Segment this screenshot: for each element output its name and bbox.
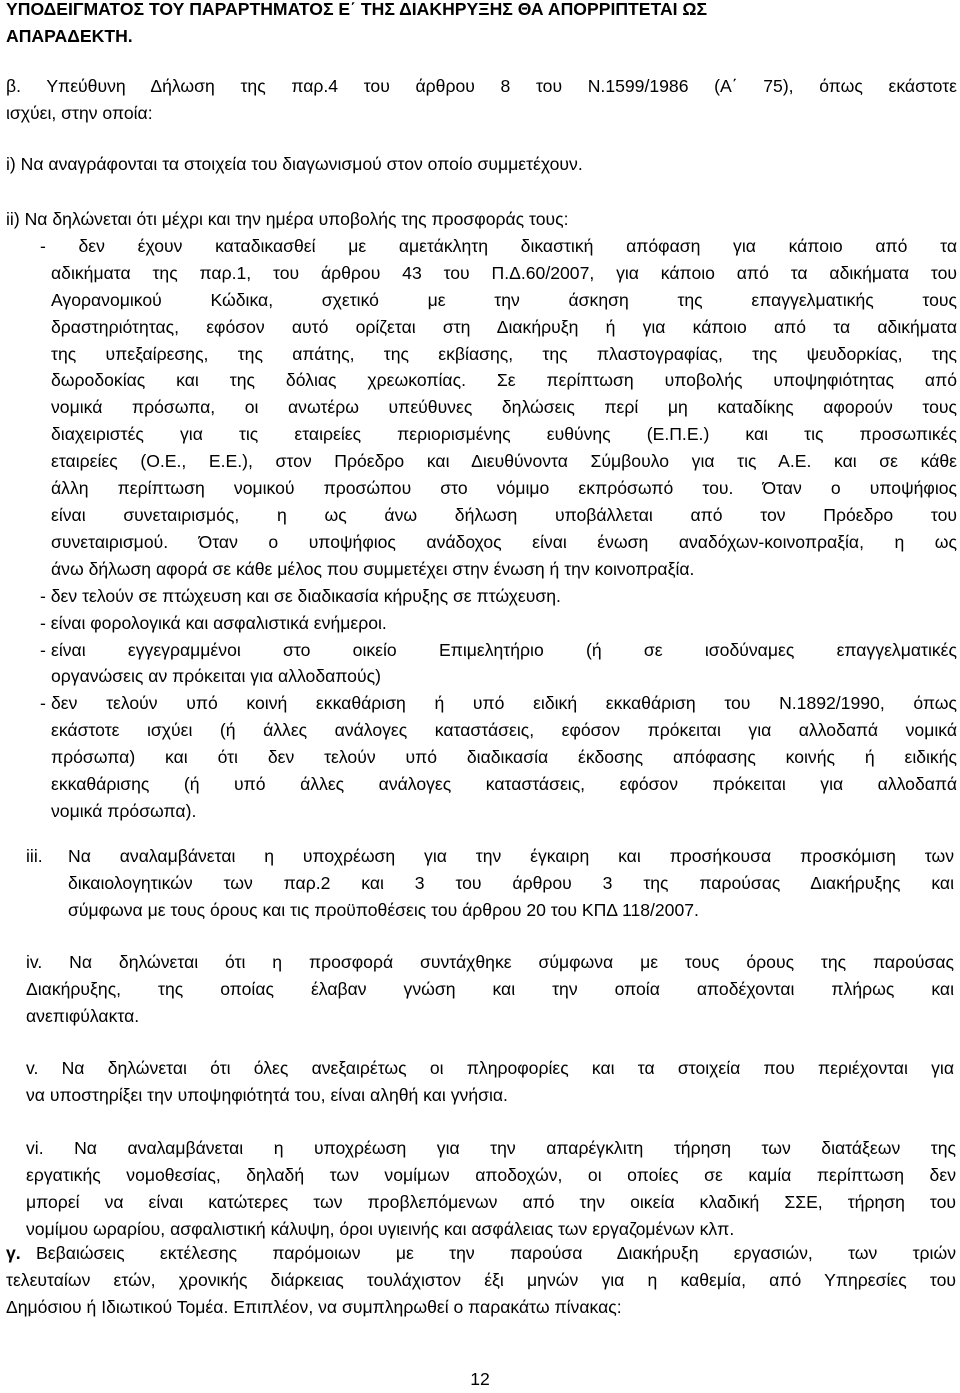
text-line: νομίμου ωραρίου, ασφαλιστική κάλυψη, όροι υγιεινής και ασφάλειας των εργαζομένων κλπ. xyxy=(26,1218,735,1239)
item-iii xyxy=(26,843,954,924)
text-line: Βεβαιώσεις εκτέλεσης παρόμοιων με την παρούσα Διακήρυξη εργασιών, των τριών xyxy=(36,1243,956,1263)
item-ii xyxy=(6,206,957,825)
item-i xyxy=(6,151,950,178)
heading-line-2: ΑΠΑΡΑΔΕΚΤΗ. xyxy=(6,25,133,46)
text-line: είναι συνεταιρισμός, η ως άνω δήλωση υποβάλλεται από τον Πρόεδρο του xyxy=(51,504,957,525)
text-line: δικαιολογητικών των παρ.2 και 3 του άρθρου 3 της παρούσας Διακήρυξης και xyxy=(68,872,954,893)
text-line: άνω δήλωση αφορά σε κάθε μέλος που συμμετέχει στην ένωση ή την κοινοπραξία. xyxy=(51,558,695,579)
text-line: είναι εγγεγραμμένοι στο οικείο Επιμελητήριο (ή σε ισοδύναμες επαγγελματικές xyxy=(51,639,957,660)
section-b xyxy=(6,73,957,127)
bullet-dash: - xyxy=(40,693,46,714)
section-g-text xyxy=(6,1240,956,1321)
text-line: vi. Να αναλαμβάνεται η υποχρέωση για την απαρέγκλιτη τήρηση των διατάξεων της xyxy=(26,1138,956,1158)
item-ii-bullet-1 xyxy=(6,233,957,583)
text-line: δωροδοκίας και της δόλιας χρεωκοπίας. Σε περίπτωση υποβολής υποψηφιότητας από xyxy=(51,370,957,391)
bullet-dash: - xyxy=(40,639,46,660)
item-ii-bullet-2: - δεν τελούν σε πτώχευση και σε διαδικασία κήρυξης σε πτώχευση. xyxy=(40,585,561,606)
item-ii-bullet-3: - είναι φορολογικά και ασφαλιστικά ενήμεροι. xyxy=(40,612,387,633)
item-vi-text xyxy=(26,1135,956,1243)
text-line: διαχειριστές για τις εταιρείες περιορισμένης ευθύνης (Ε.Π.Ε.) και τις προσωπικές xyxy=(51,424,957,445)
item-iii-text xyxy=(68,843,954,924)
section-g xyxy=(6,1240,956,1321)
item-ii-bullet-4 xyxy=(6,637,957,691)
text-line: Να αναλαμβάνεται η υποχρέωση για την έγκαιρη και προσήκουσα προσκόμιση των xyxy=(68,846,954,866)
text-line: συνεταιρισμού. Όταν ο υποψήφιος ανάδοχος είναι ένωση αναδόχων-κοινοπραξία, η ως xyxy=(51,531,957,552)
text-line: ανεπιφύλακτα. xyxy=(26,1005,140,1026)
item-iii-label: iii. xyxy=(26,846,43,866)
text-line: νομικά πρόσωπα). xyxy=(51,800,197,821)
item-v xyxy=(26,1055,954,1109)
text-line: iv. Να δηλώνεται ότι η προσφορά συντάχθηκε σύμφωνα με τους όρους της παρούσας xyxy=(26,952,954,972)
text-line: - δεν έχουν καταδικασθεί με αμετάκλητη δικαστική απόφαση για κάποιο από τα xyxy=(40,235,957,256)
text-line: τελευταίων ετών, χρονικής διάρκειας τουλάχιστον έξι μηνών για η καθεμία, από Υπηρεσίες του xyxy=(6,1269,956,1290)
heading-line-1: ΥΠΟΔΕΙΓΜΑΤΟΣ ΤΟΥ ΠΑΡΑΡΤΗΜΑΤΟΣ Ε΄ ΤΗΣ ΔΙΑΚΗΡΥΞΗΣ ΘΑ ΑΠΟΡΡΙΠΤΕΤΑΙ ΩΣ xyxy=(6,0,708,19)
item-iv-text xyxy=(26,949,954,1030)
text-line: μπορεί να είναι κατώτερες των προβλεπόμενων από την οικεία κλαδική ΣΣΕ, τήρηση του xyxy=(26,1191,956,1212)
text-line: της υπεξαίρεσης, της απάτης, της εκβίασης, της πλαστογραφίας, της ψευδορκίας, της xyxy=(51,343,957,364)
text-line: Δημόσιου ή Ιδιωτικού Τομέα. Επιπλέον, να συμπληρωθεί ο παρακάτω πίνακας: xyxy=(6,1296,622,1317)
text-line: εταιρείες (Ο.Ε., Ε.Ε.), στον Πρόεδρο και Διευθύνοντα Σύμβουλο για τις Α.Ε. και σε κάθε xyxy=(51,451,957,472)
item-vi xyxy=(26,1135,956,1243)
text-line: να υποστηρίξει την υποψηφιότητά του, είναι αληθή και γνήσια. xyxy=(26,1084,508,1105)
page-number: 12 xyxy=(470,1369,490,1389)
text-line: σύμφωνα με τους όρους και τις προϋποθέσεις του άρθρου 20 του ΚΠΔ 118/2007. xyxy=(68,899,699,920)
section-b-line-2: ισχύει, στην οποία: xyxy=(6,102,153,123)
document-heading xyxy=(6,0,950,50)
item-v-text xyxy=(26,1055,954,1109)
section-b-line-1: β. Υπεύθυνη Δήλωση της παρ.4 του άρθρου 8 του Ν.1599/1986 (Α΄ 75), όπως εκάστοτε xyxy=(6,76,957,96)
text-line: νομικά πρόσωπα, οι ανωτέρω υπεύθυνες δηλώσεις περί μη καταδίκης αφορούν τους xyxy=(51,397,957,418)
text-line: αδικήματα της παρ.1, του άρθρου 43 του Π.Δ.60/2007, για κάποιο από τα αδικήματα του xyxy=(51,262,957,283)
item-i-text: i) Να αναγράφονται τα στοιχεία του διαγωνισμού στον οποίο συμμετέχουν. xyxy=(6,154,583,174)
item-ii-bullet-4-text xyxy=(51,637,957,691)
text-line: δεν τελούν υπό κοινή εκκαθάριση ή υπό ειδική εκκαθάριση του Ν.1892/1990, όπως xyxy=(51,693,957,714)
text-line: οργανώσεις αν πρόκειται για αλλοδαπούς) xyxy=(51,666,381,687)
item-iv xyxy=(26,949,954,1030)
text-line: Αγορανομικού Κώδικα, σχετικό με την άσκηση της επαγγελματικής τους xyxy=(51,289,957,310)
item-ii-bullet-5-text xyxy=(51,690,957,825)
text-line: Διακήρυξης, της οποίας έλαβαν γνώση και την οποία αποδέχονται πλήρως και xyxy=(26,978,954,999)
section-g-label: γ. xyxy=(6,1243,21,1263)
text-line: εκάστοτε ισχύει (ή άλλες ανάλογες καταστάσεις, εφόσον πρόκειται για αλλοδαπά νομικά xyxy=(51,720,957,741)
text-line: εκκαθάρισης (ή υπό άλλες ανάλογες καταστάσεις, εφόσον πρόκειται για αλλοδαπά xyxy=(51,774,957,795)
text-line: δραστηριότητας, εφόσον αυτό ορίζεται στη Διακήρυξη ή για κάποιο από τα αδικήματα xyxy=(51,316,957,337)
text-line: εργατικής νομοθεσίας, δηλαδή των νομίμων αποδοχών, οι οποίες σε καμία περίπτωση δεν xyxy=(26,1164,956,1185)
item-ii-intro: ii) Να δηλώνεται ότι μέχρι και την ημέρα υποβολής της προσφοράς τους: xyxy=(6,209,569,229)
item-ii-bullet-5 xyxy=(6,690,957,825)
text-line: άλλη περίπτωση νομικού προσώπου στο νόμιμο εκπρόσωπό του. Όταν ο υποψήφιος xyxy=(51,478,957,499)
text-line: πρόσωπα) και ότι δεν τελούν υπό διαδικασία έκδοσης απόφασης κοινής ή ειδικής xyxy=(51,747,957,768)
text-line: v. Να δηλώνεται ότι όλες ανεξαιρέτως οι πληροφορίες και τα στοιχεία που περιέχονται για xyxy=(26,1058,954,1078)
